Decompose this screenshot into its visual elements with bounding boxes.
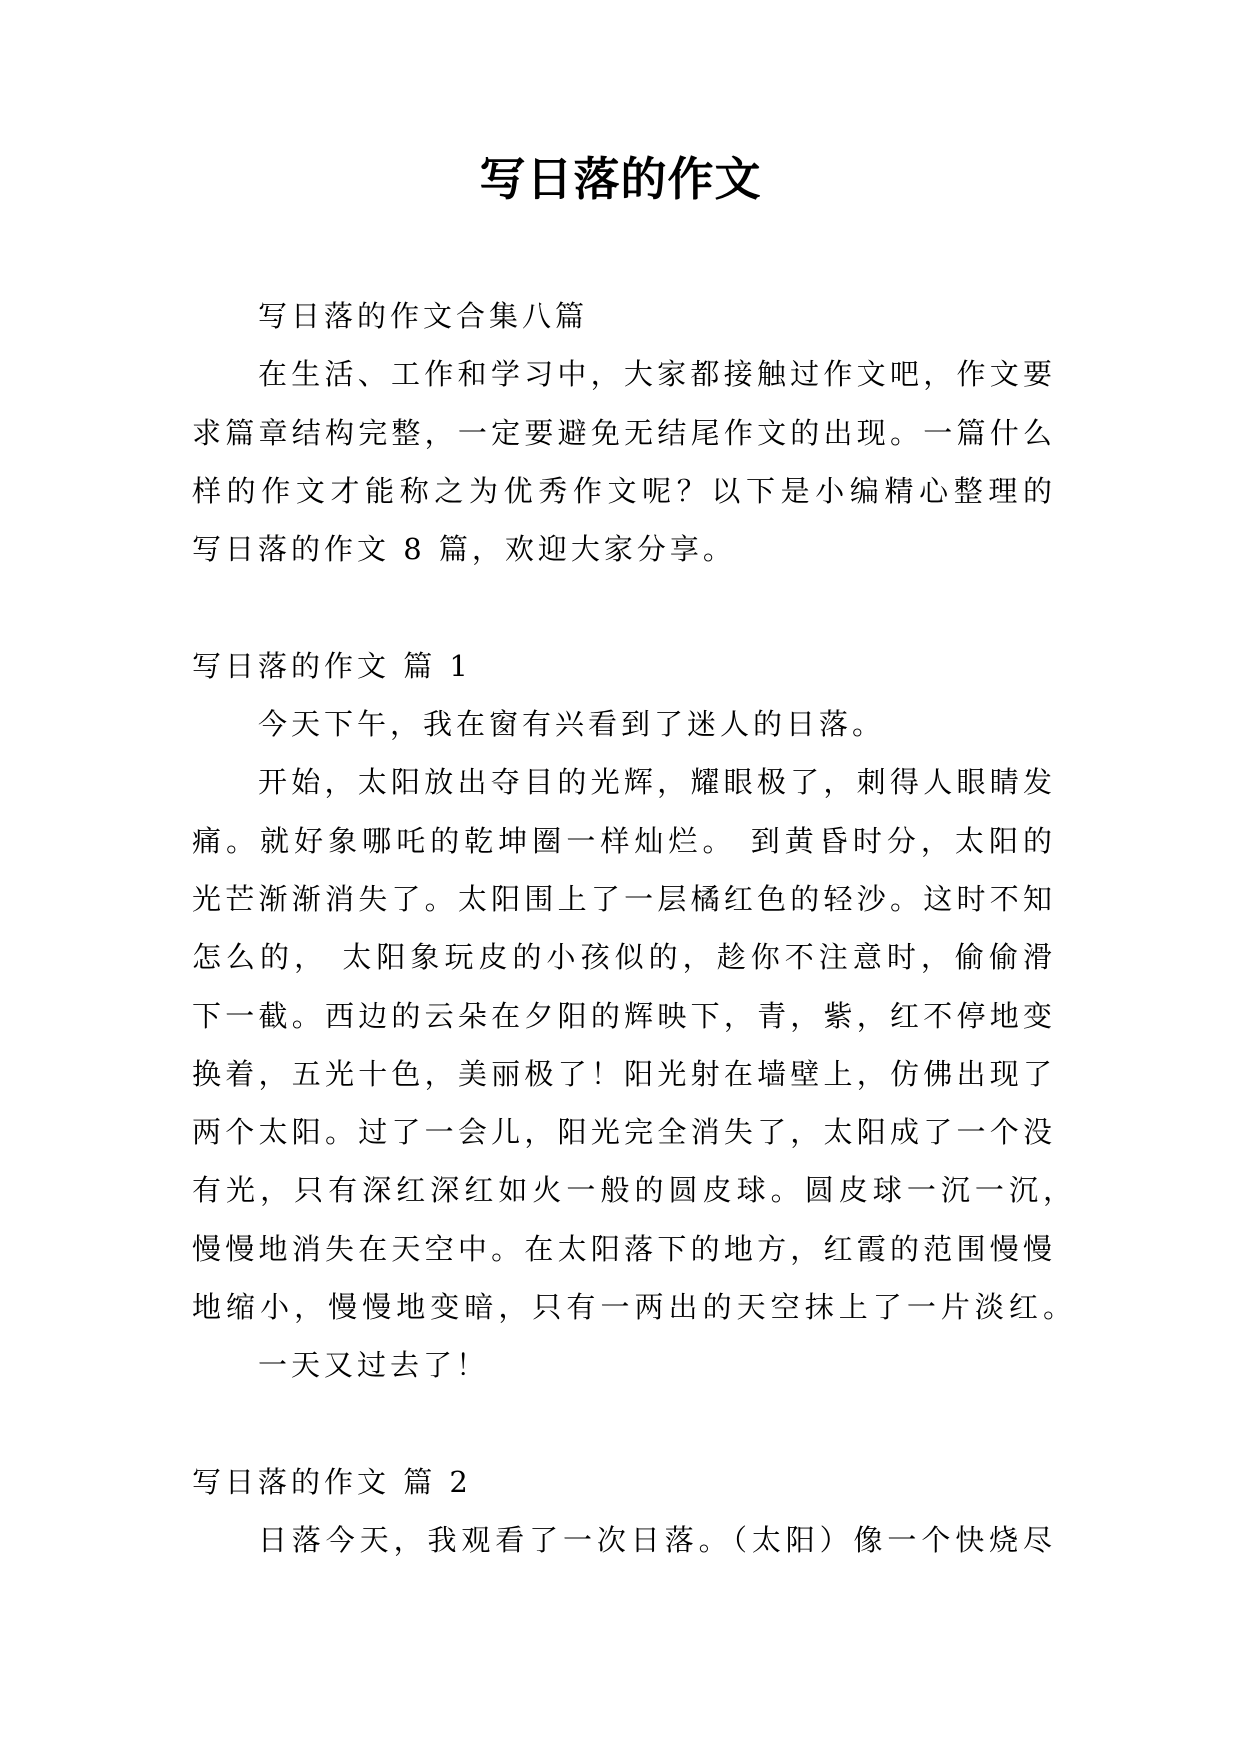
- paragraph-line: 开始，太阳放出夺目的光辉，耀眼极了，刺得人眼睛发: [258, 765, 1052, 800]
- paragraph-line: 两个太阳。过了一会儿，阳光完全消失了，太阳成了一个没: [192, 1115, 1052, 1150]
- paragraph-line: 写日落的作文 8 篇，欢迎大家分享。: [192, 532, 736, 567]
- paragraph-line: 有光，只有深红深红如火一般的圆皮球。圆皮球一沉一沉，: [192, 1173, 1072, 1208]
- document-body: [192, 287, 1072, 1570]
- paragraph-line: 痛。就好象哪吒的乾坤圈一样灿烂。 到黄昏时分，太阳的: [192, 823, 1052, 858]
- paragraph-line: 求篇章结构完整，一定要避免无结尾作文的出现。一篇什么: [192, 415, 1052, 450]
- intro-heading: 写日落的作文合集八篇: [258, 299, 589, 333]
- paragraph-line: 下一截。西边的云朵在夕阳的辉映下，青，紫，红不停地变: [192, 998, 1052, 1033]
- section-heading: 写日落的作文 篇 2: [192, 1464, 472, 1499]
- paragraph-line: 今天下午，我在窗有兴看到了迷人的日落。: [258, 707, 886, 742]
- paragraph-spacer: [192, 578, 1052, 636]
- paragraph-line: 换着，五光十色，美丽极了！阳光射在墙壁上，仿佛出现了: [192, 1056, 1052, 1091]
- paragraph-line: 光芒渐渐消失了。太阳围上了一层橘红色的轻沙。这时不知: [192, 881, 1052, 916]
- section-heading: 写日落的作文 篇 1: [192, 648, 472, 683]
- paragraph-line: 日落今天，我观看了一次日落。（太阳）像一个快烧尽: [258, 1523, 1052, 1558]
- paragraph-line: 一天又过去了！: [258, 1348, 490, 1383]
- paragraph-line: 地缩小，慢慢地变暗，只有一两出的天空抹上了一片淡红。: [192, 1290, 1072, 1325]
- paragraph-spacer: [192, 1395, 1052, 1453]
- paragraph-line: 样的作文才能称之为优秀作文呢？以下是小编精心整理的: [192, 473, 1052, 508]
- document-title: 写日落的作文: [479, 152, 762, 206]
- paragraph-line: 在生活、工作和学习中，大家都接触过作文吧，作文要: [258, 357, 1052, 392]
- paragraph-line: 怎么的， 太阳象玩皮的小孩似的，趁你不注意时，偷偷滑: [192, 940, 1052, 975]
- paragraph-line: 慢慢地消失在天空中。在太阳落下的地方，红霞的范围慢慢: [192, 1231, 1052, 1266]
